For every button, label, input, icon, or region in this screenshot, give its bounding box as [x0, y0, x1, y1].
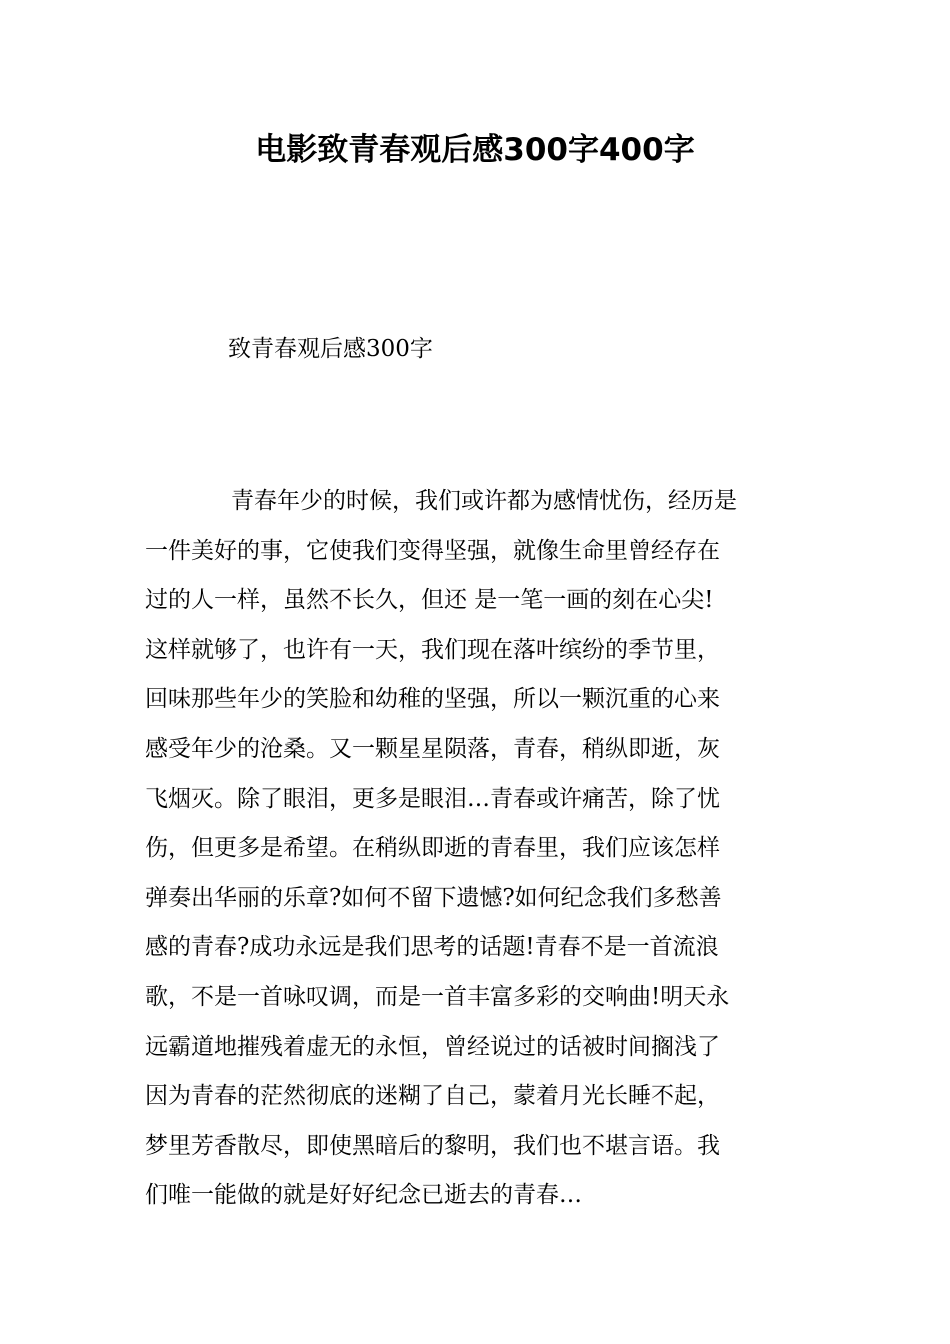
paragraph-line: 青春年少的时候，我们或许都为感情忧伤，经历是: [231, 488, 737, 514]
paragraph-line: 弹奏出华丽的乐章?如何不留下遗憾?如何纪念我们多愁善: [145, 884, 722, 911]
body-paragraph: [145, 477, 810, 1221]
section-heading: 致青春观后感300字: [228, 336, 433, 362]
paragraph-line: 因为青春的茫然彻底的迷糊了自己，蒙着月光长睡不起，: [145, 1083, 720, 1110]
document-title: 电影致青春观后感300字400字: [255, 132, 695, 168]
paragraph-line: 飞烟灭。除了眼泪，更多是眼泪…青春或许痛苦，除了忧: [145, 785, 720, 812]
paragraph-line: 梦里芳香散尽，即使黑暗后的黎明，我们也不堪言语。我: [145, 1132, 720, 1159]
paragraph-line: 们唯一能做的就是好好纪念已逝去的青春…: [145, 1182, 582, 1209]
paragraph-line: 一件美好的事，它使我们变得坚强，就像生命里曾经存在: [145, 537, 720, 564]
paragraph-line: 感受年少的沧桑。又一颗星星陨落，青春，稍纵即逝，灰: [145, 735, 720, 762]
paragraph-line: 过的人一样，虽然不长久，但还 是一笔一画的刻在心尖!: [145, 587, 714, 614]
paragraph-line: 回味那些年少的笑脸和幼稚的坚强，所以一颗沉重的心来: [145, 686, 720, 713]
paragraph-line: 伤，但更多是希望。在稍纵即逝的青春里，我们应该怎样: [145, 835, 720, 862]
paragraph-line: 这样就够了，也许有一天，我们现在落叶缤纷的季节里，: [145, 636, 720, 663]
paragraph-line: 远霸道地摧残着虚无的永恒，曾经说过的话被时间搁浅了: [145, 1033, 720, 1060]
paragraph-line: 歌，不是一首咏叹调，而是一首丰富多彩的交响曲!明天永: [145, 983, 730, 1010]
paragraph-line: 感的青春?成功永远是我们思考的话题!青春不是一首流浪: [145, 934, 719, 961]
